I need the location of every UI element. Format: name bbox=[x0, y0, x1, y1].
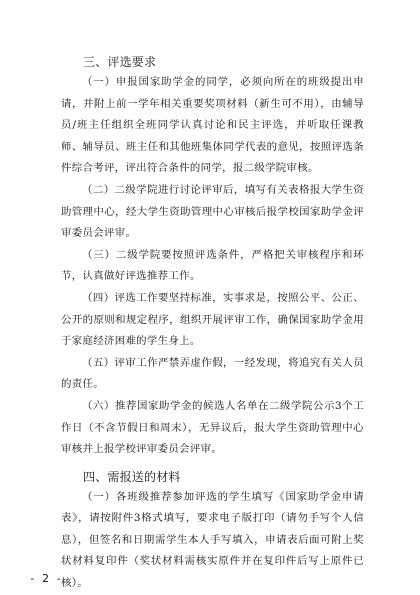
page-content bbox=[61, 52, 364, 595]
section-heading-required-materials: 四、需报送的材料 bbox=[83, 469, 181, 484]
paragraph: （五）评审工作严禁弄虚作假，一经发现，将追究有关人员的责任。 bbox=[61, 356, 364, 391]
paragraph: （四）评选工作要坚持标准，实事求是，按照公平、公正、公开的原则和规定程序，组织开展评审工作，确保国家助学金用于家庭经济困难的学生身上。 bbox=[61, 291, 364, 348]
paragraph: （六）推荐国家助学金的候选人名单在二级学院公示3个工作日（不含节假日和周末），无异议后，报大学生资助管理中心审核并上报学校评审委员会评审。 bbox=[61, 399, 364, 456]
paragraph: （二）二级学院进行讨论评审后，填写有关表格报大学生资助管理中心，经大学生资助管理中心审核后报学校国家助学金评审委员会评审。 bbox=[61, 183, 364, 240]
section-heading-evaluation-requirements: 三、评选要求 bbox=[83, 55, 157, 69]
paragraph: （三）二级学院要按照评选条件，严格把关审核程序和环节，认真做好评选推荐工作。 bbox=[61, 248, 364, 283]
paragraph: （一）申报国家助学金的同学，必须向所在的班级提出申请，并附上前一学年相关重要奖项材料（新生可不用），由辅导员/班主任组织全班同学认真讨论和民主评选，并听取任课教师、辅导员、班主任和其他班集体同学代表的意见，按照评选条件综合考评，评出符合条件的同学，报二级学院审核。 bbox=[61, 76, 364, 175]
page-number: - 2 - bbox=[29, 572, 63, 585]
paragraph: （一）各班级推荐参加评选的学生填写《国家助学金申请表》，请按附件3格式填写，要求电子版打印（请勿手写个人信息），但签名和日期需学生本人手写填入，申请表后面可附上奖状材料复印件（奖状材料需核实原件并在复印件后写上原件已核）。 bbox=[61, 490, 364, 590]
